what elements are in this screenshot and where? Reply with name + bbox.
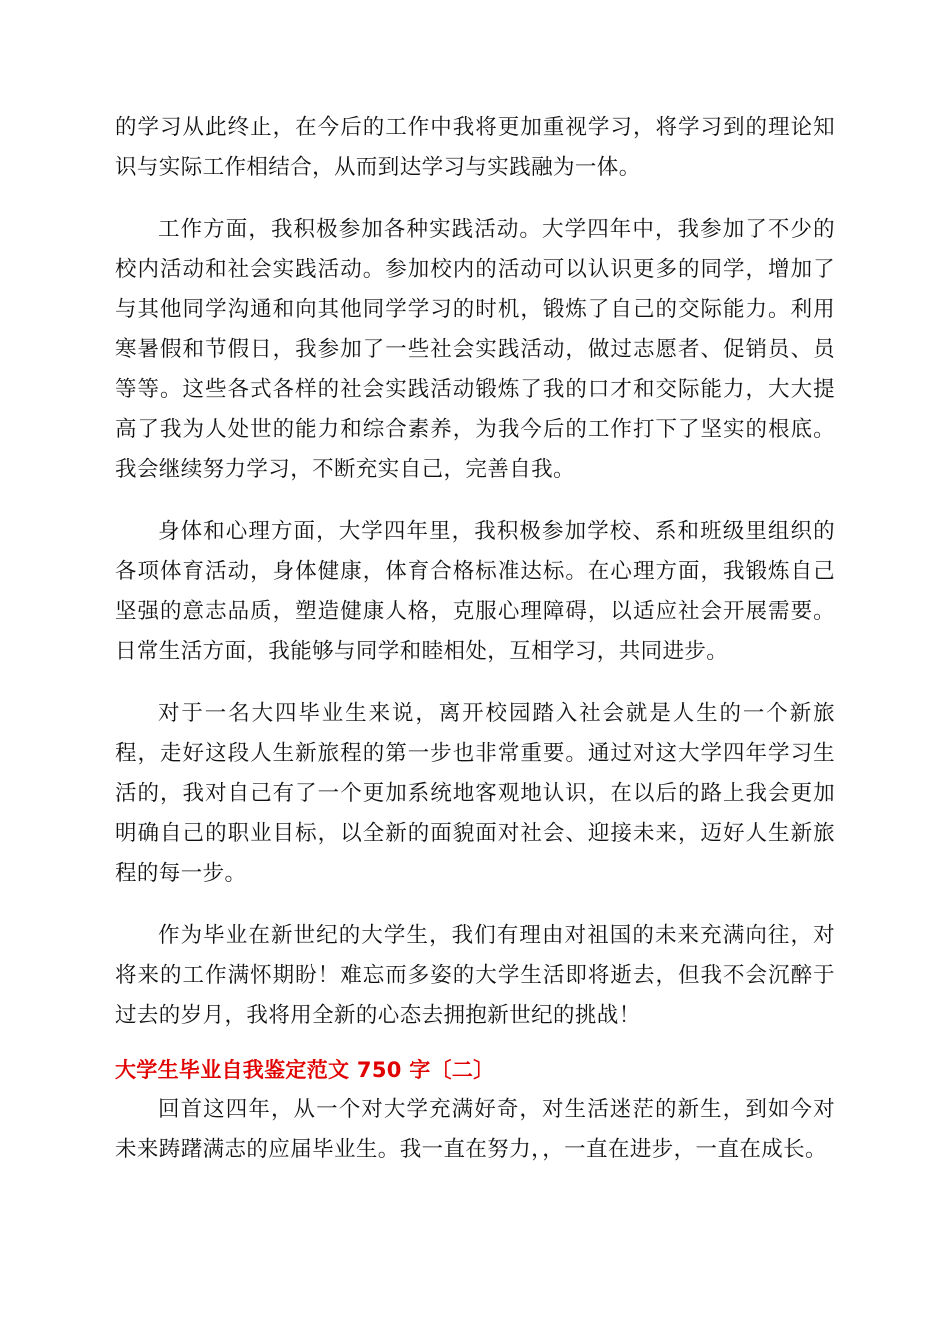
- paragraph-future: 对于一名大四毕业生来说，离开校园踏入社会就是人生的一个新旅程，走好这段人生新旅程的第一步也非常重要。通过对这大学四年学习生活的，我对自己有了一个更加系统地客观地认识，在以后的路上我会更加明确自己的职业目标，以全新的面貌面对社会、迎接未来，迈好人生新旅程的每一步。: [115, 701, 835, 886]
- paragraph-health: 身体和心理方面，大学四年里，我积极参加学校、系和班级里组织的各项体育活动，身体健康，体育合格标准达标。在心理方面，我锻炼自己坚强的意志品质，塑造健康人格，克服心理障碍，以适应社会开展需要。日常生活方面，我能够与同学和睦相处，互相学习，共同进步。: [115, 519, 835, 664]
- paragraph-intro-two: 回首这四年，从一个对大学充满好奇，对生活迷茫的新生，到如今对未来踌躇满志的应届毕业生。我一直在努力，，一直在进步，一直在成长。: [115, 1097, 835, 1162]
- section-heading: 大学生毕业自我鉴定范文 750 字〔二〕: [115, 1058, 495, 1082]
- paragraph-work: 工作方面，我积极参加各种实践活动。大学四年中，我参加了不少的校内活动和社会实践活动。参加校内的活动可以认识更多的同学，增加了与其他同学沟通和向其他同学学习的时机，锻炼了自己的交际能力。利用寒暑假和节假日，我参加了一些社会实践活动，做过志愿者、促销员、员等等。这些各式各样的社会实践活动锻炼了我的口才和交际能力，大大提高了我为人处世的能力和综合素养，为我今后的工作打下了坚实的根底。我会继续努力学习，不断充实自己，完善自我。: [115, 217, 835, 482]
- document-body: [115, 108, 835, 1170]
- paragraph-closing: 作为毕业在新世纪的大学生，我们有理由对祖国的未来充满向往，对将来的工作满怀期盼！难忘而多姿的大学生活即将逝去，但我不会沉醉于过去的岁月，我将用全新的心态去拥抱新世纪的挑战！: [115, 923, 835, 1028]
- paragraph-continuation: 的学习从此终止，在今后的工作中我将更加重视学习，将学习到的理论知识与实际工作相结合，从而到达学习与实践融为一体。: [115, 115, 835, 180]
